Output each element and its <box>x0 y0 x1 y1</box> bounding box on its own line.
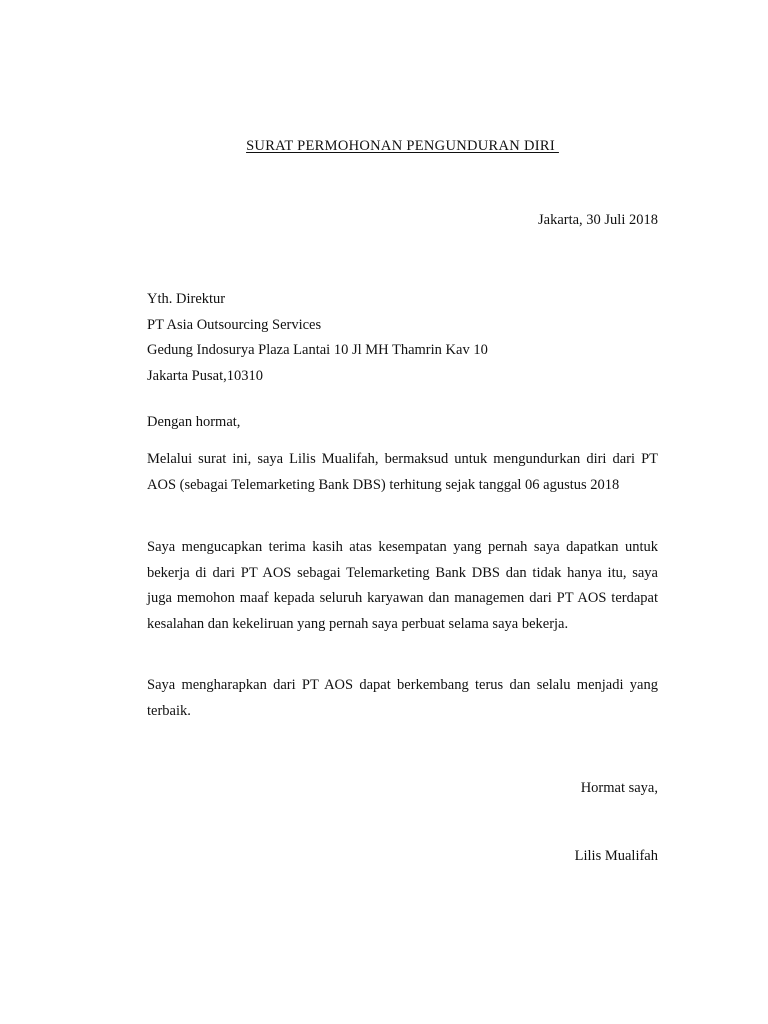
signature-name: Lilis Mualifah <box>574 848 658 864</box>
body-paragraph-resignation: Melalui surat ini, saya Lilis Mualifah, bermaksud untuk mengundurkan diri dari PT AOS (sebagai Telemarketing Bank DBS) terhitung sejak tanggal 06 agustus 2018 <box>147 451 658 493</box>
closing: Hormat saya, <box>580 780 658 796</box>
letter-title: SURAT PERMOHONAN PENGUNDURAN DIRI <box>246 138 559 154</box>
greeting: Dengan hormat, <box>147 414 241 430</box>
letter-date: Jakarta, 30 Juli 2018 <box>537 212 658 228</box>
body-paragraph-wishes: Saya mengharapkan dari PT AOS dapat berkembang terus dan selalu menjadi yang terbaik. <box>147 677 658 719</box>
body-paragraph-thanks: Saya mengucapkan terima kasih atas kesempatan yang pernah saya dapatkan untuk bekerja di dari PT AOS sebagai Telemarketing Bank DBS dan tidak hanya itu, saya juga memohon maaf kepada seluruh karyawan dan managemen dari PT AOS terdapat kesalahan dan kekeliruan yang pernah saya perbuat selama saya bekerja. <box>147 539 658 632</box>
recipient-line-city: Jakarta Pusat,10310 <box>147 367 263 384</box>
recipient-line-title: Yth. Direktur <box>147 291 226 307</box>
recipient-block <box>147 287 488 389</box>
recipient-line-company: PT Asia Outsourcing Services <box>147 316 322 333</box>
recipient-line-address: Gedung Indosurya Plaza Lantai 10 Jl MH Thamrin Kav 10 <box>147 342 488 358</box>
